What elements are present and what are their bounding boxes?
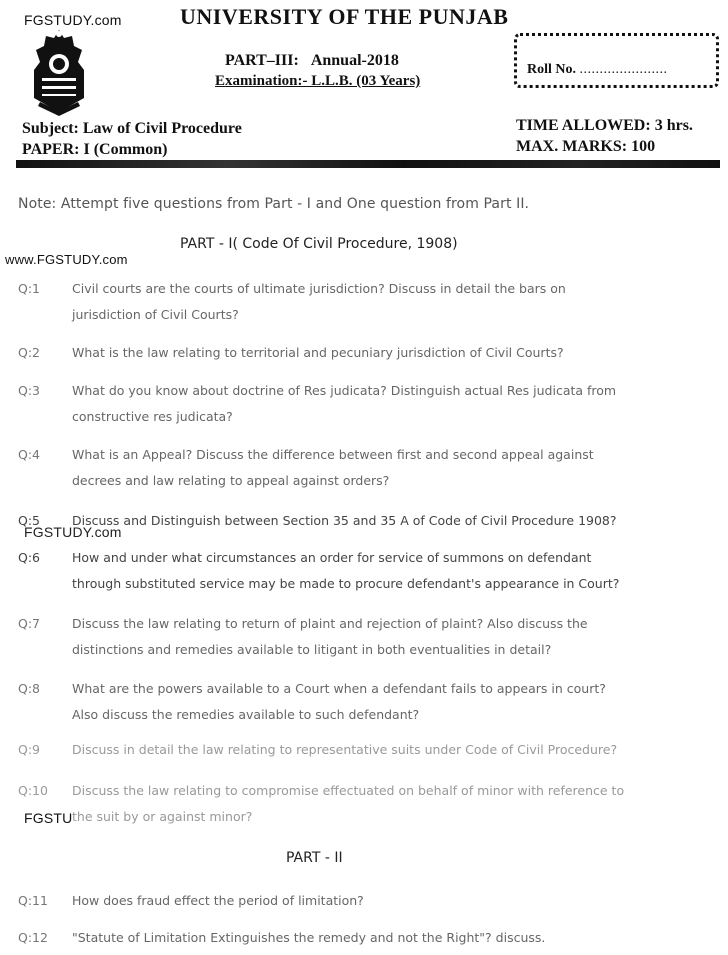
question-number: Q:8 <box>18 681 41 696</box>
question-number: Q:1 <box>18 281 41 296</box>
time-allowed: TIME ALLOWED: 3 hrs. <box>516 117 693 134</box>
question-line: Discuss in detail the law relating to representative suits under Code of Civil Procedure? <box>72 742 618 757</box>
question-number: Q:12 <box>18 930 48 945</box>
question-number: Q:6 <box>18 550 41 565</box>
question-number: Q:9 <box>18 742 41 757</box>
question-number: Q:3 <box>18 383 41 398</box>
question-line: through substituted service may be made to procure defendant's appearance in Court? <box>72 576 620 591</box>
question-line: the suit by or against minor? <box>72 809 253 824</box>
question-number: Q:2 <box>18 345 41 360</box>
question-line: How does fraud effect the period of limitation? <box>72 893 364 908</box>
examination-label: Examination:- L.L.B. (03 Years) <box>215 73 421 89</box>
question-line: Discuss and Distinguish between Section 35 and 35 A of Code of Civil Procedure 1908? <box>72 513 617 528</box>
subject-label: Subject: Law of Civil Procedure <box>22 120 242 137</box>
header-divider <box>16 160 720 168</box>
question-line: What are the powers available to a Court when a defendant fails to appears in court? <box>72 681 606 696</box>
roll-number-field[interactable] <box>527 62 668 78</box>
question-number: Q:7 <box>18 616 41 631</box>
question-line: What is an Appeal? Discuss the difference between first and second appeal against <box>72 447 594 462</box>
question-line: decrees and law relating to appeal against orders? <box>72 473 390 488</box>
question-number: Q:5 <box>18 513 41 528</box>
instructions-note: Note: Attempt five questions from Part - I and One question from Part II. <box>18 196 530 212</box>
part-session-line <box>225 52 399 70</box>
paper-label: PAPER: I (Common) <box>22 141 168 158</box>
question-line: What do you know about doctrine of Res judicata? Distinguish actual Res judicata from <box>72 383 617 398</box>
question-line: Also discuss the remedies available to such defendant? <box>72 707 420 722</box>
part2-heading: PART - II <box>286 850 343 866</box>
question-line: Civil courts are the courts of ultimate jurisdiction? Discuss in detail the bars on <box>72 281 566 296</box>
question-line: distinctions and remedies available to litigant in both eventualities in detail? <box>72 642 552 657</box>
question-line: jurisdiction of Civil Courts? <box>72 307 239 322</box>
roll-number-box <box>514 33 719 88</box>
university-crest-icon <box>28 28 90 118</box>
part-label: PART–III: <box>225 52 299 69</box>
part1-heading: PART - I( Code Of Civil Procedure, 1908) <box>180 236 458 252</box>
session-label: Annual-2018 <box>310 52 399 69</box>
question-line: How and under what circumstances an order for service of summons on defendant <box>72 550 592 565</box>
watermark-top: FGSTUDY.com <box>24 12 122 28</box>
question-line: Discuss the law relating to compromise effectuated on behalf of minor with reference to <box>72 783 625 798</box>
question-number: Q:10 <box>18 783 48 798</box>
watermark-bottom: FGSTU <box>24 810 73 826</box>
question-line: constructive res judicata? <box>72 409 233 424</box>
question-line: "Statute of Limitation Extinguishes the remedy and not the Right"? discuss. <box>72 930 546 945</box>
watermark-lower: FGSTUDY.com <box>24 524 122 540</box>
question-number: Q:11 <box>18 893 48 908</box>
question-number: Q:4 <box>18 447 41 462</box>
roll-number-label: Roll No. <box>527 62 576 77</box>
roll-number-blank: ...................... <box>579 62 668 77</box>
watermark-mid: www.FGSTUDY.com <box>5 252 128 267</box>
question-line: Discuss the law relating to return of plaint and rejection of plaint? Also discuss the <box>72 616 588 631</box>
university-title: UNIVERSITY OF THE PUNJAB <box>180 4 509 29</box>
question-line: What is the law relating to territorial and pecuniary jurisdiction of Civil Courts? <box>72 345 564 360</box>
max-marks: MAX. MARKS: 100 <box>516 138 656 155</box>
